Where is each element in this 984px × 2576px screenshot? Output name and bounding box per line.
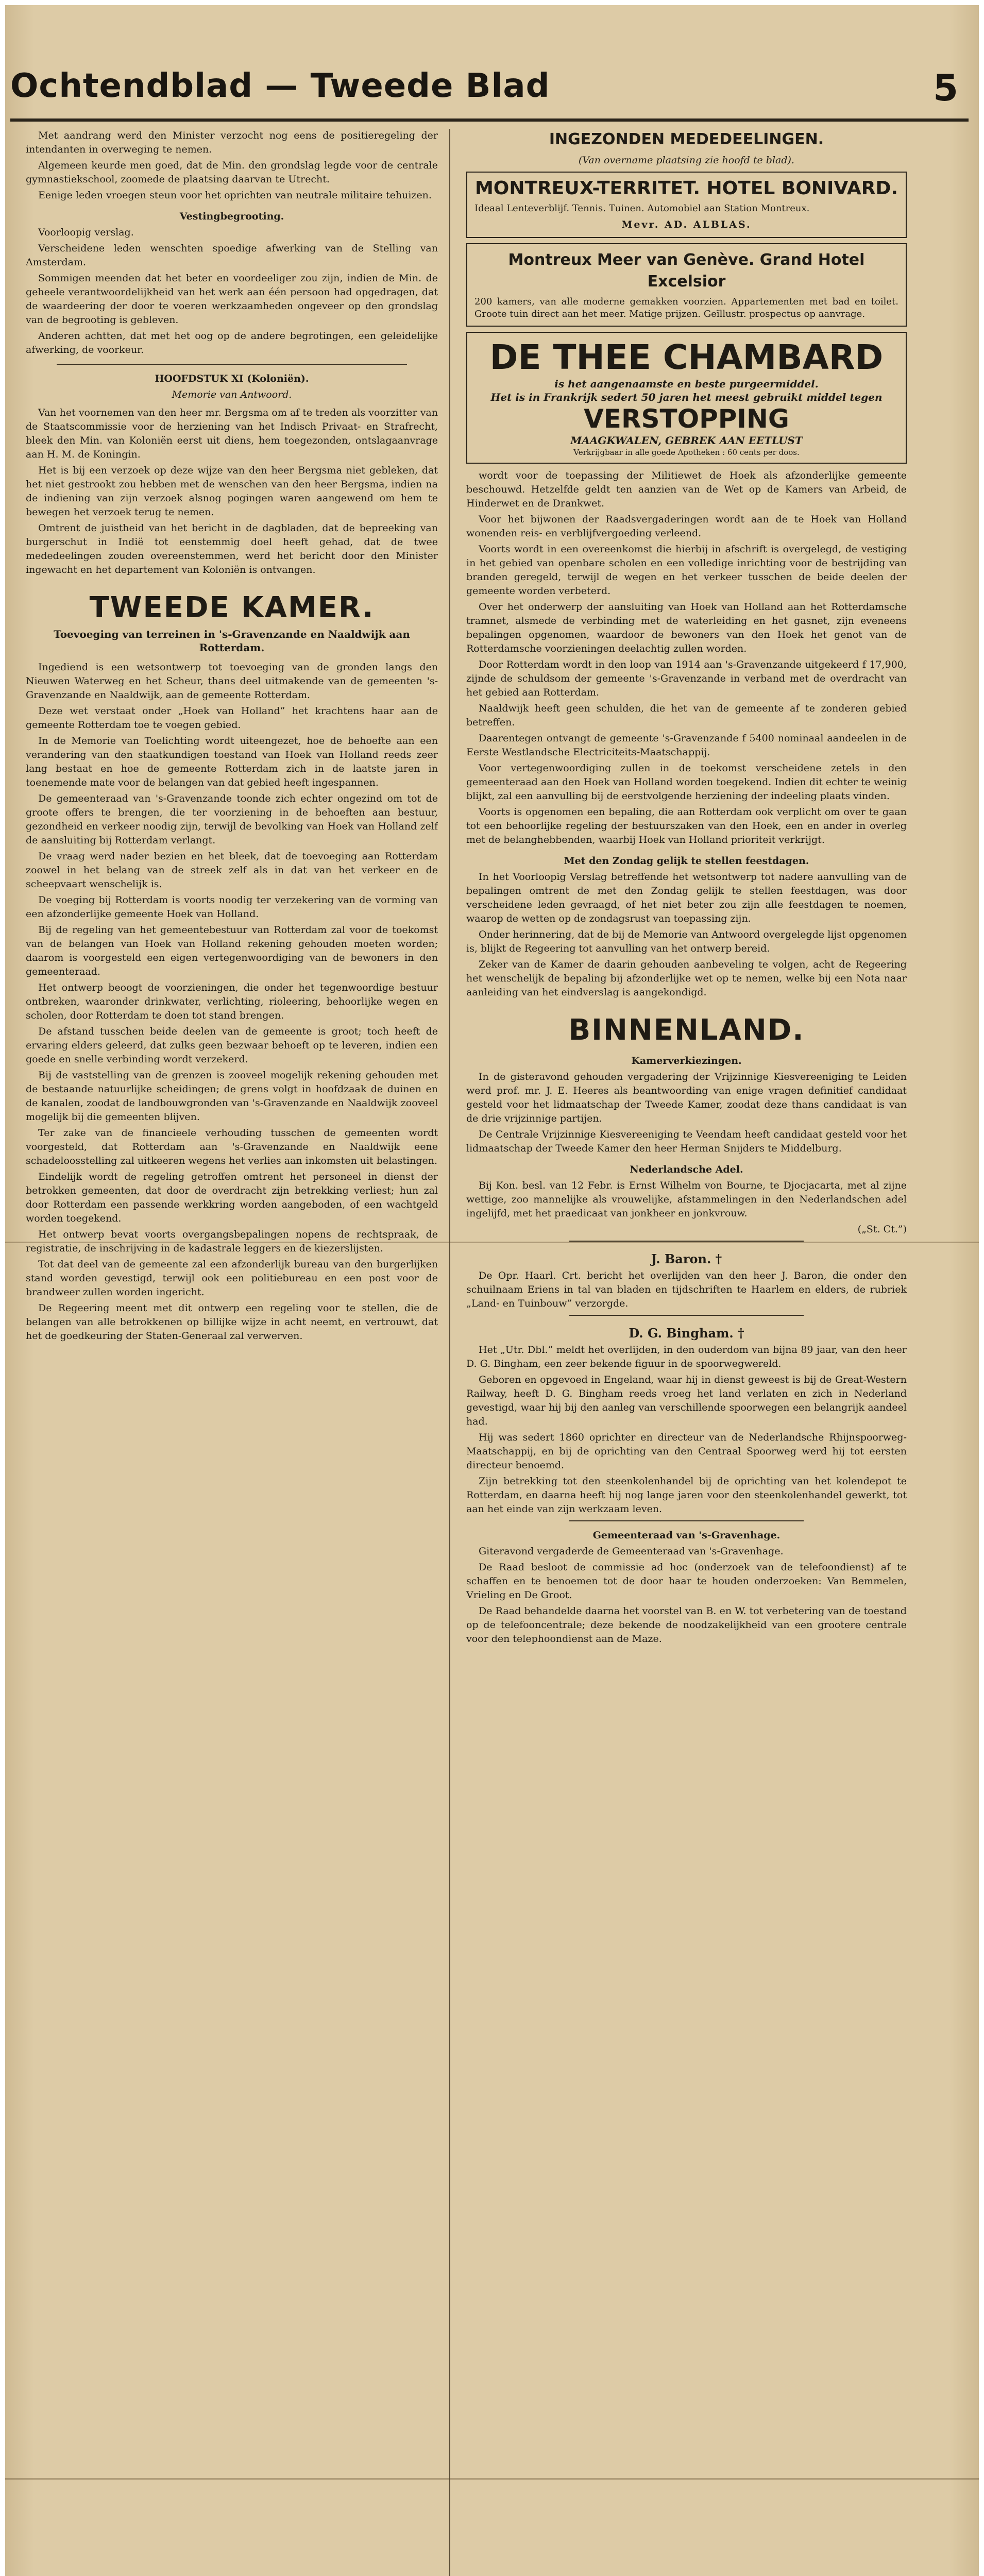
hoek-continuation-text <box>466 469 907 847</box>
tweede-kamer-title: TWEEDE KAMER. <box>89 591 375 624</box>
intro-paragraphs <box>26 129 438 202</box>
section-divider <box>57 364 407 365</box>
paragraph: Geboren en opgevoed in Engeland, waar hij in dienst geweest is bij de Great-Western Railway, heeft D. G. Bingham reeds vroeg het land verlaten en zich in Nederland gevestigd, waar hij bij den aanleg van verschillende spoorwegen een belangrijk aandeel had. <box>466 1374 907 1427</box>
hoofdstuk-subheading: Memorie van Antwoord. <box>172 389 292 400</box>
gemeenteraad-heading: Gemeenteraad van 's-Gravenhage. <box>592 1530 781 1541</box>
paragraph: Met aandrang werd den Minister verzocht nog eens de positieregeling der intendanten in overweging te nemen. <box>26 130 438 155</box>
paragraph: Bij de vaststelling van de grenzen is zooveel mogelijk rekening gehouden met de bestaande natuurlijke scheidingen; de grens volgt in hoofdzaak de duinen en de kanalen, zoodat de landbouwgronden van 's-Gravenzande en Naaldwijk zooveel mogelijk bij die gemeenten blijven. <box>26 1070 438 1123</box>
page-number: 5 <box>933 67 958 109</box>
masthead <box>10 67 969 122</box>
vestingbegroting-heading: Vestingbegrooting. <box>179 211 284 222</box>
paragraph: Voorts wordt in een overeenkomst die hierbij in afschrift is overgelegd, de vestiging in het gebied van openbare scholen en een volledige inrichting voor de bestrijding van branden geregeld, terwijl de wegen en het verkeer tusschen de beide deelen der gemeente worden verbeterd. <box>466 544 907 597</box>
paragraph: Zijn betrekking tot den steenkolenhandel bij de oprichting van het kolendepot te Rotterdam, en daarna heeft hij nog lange jaren voor den steenkolenhandel gewerkt, tot aan het einde van zijn werkzaam leven. <box>466 1476 907 1515</box>
kamerverkiezingen-text <box>466 1070 907 1156</box>
ad-excelsior-text: 200 kamers, van alle moderne gemakken voorzien. Appartementen met bad en toilet. Groote tuin direct aan het meer. Matige prijzen. Geïllustr. prospectus op aanvrage. <box>474 296 898 319</box>
paragraph: In het Voorloopig Verslag betreffende het wetsontwerp tot nadere aanvulling van de bepalingen omtrent de met den Zondag gelijk te stellen feestdagen, was door verscheidene leden gevraagd, of het niet beter zou zijn alle feestdagen te noemen, waarop de wetten op de zondagsrust van toepassing zijn. <box>466 871 907 924</box>
paragraph: Bij de regeling van het gemeentebestuur van Rotterdam zal voor de toekomst van de belangen van Hoek van Holland rekening gehouden moeten worden; daarom is voorgesteld een eigen vertegenwoordiging van de bewoners in den gemeenteraad. <box>26 924 438 977</box>
ad-bonivard-sign: Mevr. AD. ALBLAS. <box>621 219 752 230</box>
paragraph: De Raad besloot de commissie ad hoc (onderzoek van de telefoondienst) af te schaffen en te benoemen tot de door haar te houden onderzoeken: Van Bemmelen, Vrieling en De Groot. <box>466 1562 907 1601</box>
paragraph: De voeging bij Rotterdam is voorts noodig ter verzekering van de vorming van een afzonderlijke gemeente Hoek van Holland. <box>26 894 438 920</box>
paragraph: De Centrale Vrijzinnige Kiesvereeniging te Veendam heeft candidaat gesteld voor het lidmaatschap der Tweede Kamer den heer Herman Snijders te Middelburg. <box>466 1129 907 1154</box>
paragraph: wordt voor de toepassing der Militiewet de Hoek als afzonderlijke gemeente beschouwd. Hetzelfde geldt ten aanzien van de Wet op de Kamers van Arbeid, de Hinderwet en de Drankwet. <box>466 470 907 509</box>
paper-fold <box>5 2478 979 2480</box>
paragraph: De gemeenteraad van 's-Gravenzande toonde zich echter ongezind om tot de groote offers te brengen, die ter voorziening in de behoeften aan bestuur, gezondheid en verkeer noodig zijn, terwijl de bevolking van Hoek van Holland zelf de aansluiting bij Rotterdam verlangt. <box>26 793 438 846</box>
paragraph: Over het onderwerp der aansluiting van Hoek van Holland aan het Rotterdamsche tramnet, alsmede de verbinding met de waterleiding en het gasnet, zijn eveneens bepalingen opgenomen, waardoor de bewoners van den Hoek het genot van de Rotterdamsche voorzieningen deelachtig zullen worden. <box>466 601 907 654</box>
paragraph: Bij Kon. besl. van 12 Febr. is Ernst Wilhelm von Bourne, te Djocjacarta, met al zijne wettige, zoo mannelijke als vrouwelijke, afstammelingen in den Nederlandschen adel ingelijfd, met het praedicaat van jonkheer en jonkvrouw. <box>466 1180 907 1219</box>
ingezonden-subtitle: (Van overname plaatsing zie hoofd te blad). <box>579 155 794 166</box>
ad-bonivard-text: Ideaal Lenteverblijf. Tennis. Tuinen. Automobiel aan Station Montreux. <box>474 203 810 214</box>
vestingbegroting-text <box>26 226 438 357</box>
tweede-kamer-text <box>26 660 438 1343</box>
paragraph: Anderen achtten, dat met het oog op de andere begrotingen, een geleidelijke afwerking, de voorkeur. <box>26 330 438 355</box>
adel-source: („St. Ct.”) <box>857 1224 907 1235</box>
hoofdstuk-heading: HOOFDSTUK XI (Koloniën). <box>155 373 309 384</box>
paragraph: Eenige leden vroegen steun voor het oprichten van neutrale militaire tehuizen. <box>38 190 432 201</box>
zondag-text <box>466 870 907 999</box>
hoofdstuk-text <box>26 406 438 577</box>
paragraph: De afstand tusschen beide deelen van de gemeente is groot; toch heeft de ervaring elders geleerd, dat zulks geen bezwaar behoeft op te leveren, indien een goede en snelle verbinding wordt verzekerd. <box>26 1026 438 1065</box>
paragraph: De Opr. Haarl. Crt. bericht het overlijden van den heer J. Baron, die onder den schuilnaam Eriens in tal van bladen en tijdschriften te Haarlem en elders, de rubriek „Land- en Tuinbouw” verzorgde. <box>466 1270 907 1309</box>
paragraph: Deze wet verstaat onder „Hoek van Holland” het krachtens haar aan de gemeente Rotterdam toe te voegen gebied. <box>26 705 438 731</box>
section-rule <box>569 1520 804 1521</box>
ingezonden-title: INGEZONDEN MEDEDEELINGEN. <box>549 130 824 148</box>
chambard-small-print: Verkrijgbaar in alle goede Apotheken : 60 cents per doos. <box>573 448 800 457</box>
paragraph: Het „Utr. Dbl.” meldt het overlijden, in den ouderdom van bijna 89 jaar, van den heer D. G. Bingham, een zeer bekende figuur in de spoorwegwereld. <box>466 1344 907 1369</box>
paragraph: Het ontwerp bevat voorts overgangsbepalingen nopens de rechtspraak, de registratie, de inschrijving in de kadastrale leggers en de kiezerslijsten. <box>26 1229 438 1254</box>
paragraph: Voor vertegenwoordiging zullen in de toekomst verscheidene zetels in den gemeenteraad aan den Hoek van Holland worden toegekend. Indien dit echter te weinig blijkt, zal een aanvulling bij de eerstvolgende herziening der indeeling plaats vinden. <box>466 762 907 802</box>
paper-fold <box>5 1242 979 1243</box>
paragraph: Giteravond vergaderde de Gemeenteraad van 's-Gravenhage. <box>479 1546 784 1557</box>
paragraph: Door Rotterdam wordt in den loop van 1914 aan 's-Gravenzande uitgekeerd f 17,900, zijnde de schuldsom der gemeente 's-Gravenzande in verband met de overdracht van het gebied aan Rotterdam. <box>466 659 907 698</box>
tweede-kamer-subheading: Toevoeging van terreinen in 's-Gravenzande en Naaldwijk aan Rotterdam. <box>54 628 410 654</box>
paragraph: Het ontwerp beoogt de voorzieningen, die onder het tegenwoordige bestuur ontbreken, waaronder drinkwater, verlichting, rioleering, behoorlijke wegen en scholen, door Rotterdam te doen tot stand brengen. <box>26 982 438 1021</box>
paragraph: De Regeering meent met dit ontwerp een regeling voor te stellen, die de belangen van alle betrokkenen op billijke wijze in acht neemt, en vertrouwt, dat het de goedkeuring der Staten-Generaal zal verwerven. <box>26 1302 438 1342</box>
gemeenteraad-text <box>466 1545 907 1646</box>
paragraph: De Raad behandelde daarna het voorstel van B. en W. tot verbetering van de toestand op de telefooncentrale; deze bekende de noodzakelijkheid van een grootere centrale voor den telephoondienst aan de Maze. <box>466 1605 907 1645</box>
adel-heading: Nederlandsche Adel. <box>630 1164 743 1175</box>
paragraph: Verscheidene leden wenschten spoedige afwerking van de Stelling van Amsterdam. <box>26 243 438 268</box>
baron-text <box>466 1269 907 1311</box>
paragraph: Algemeen keurde men goed, dat de Min. den grondslag legde voor de centrale gymnastiekschool, zoomede de plaatsing daarvan te Utrecht. <box>26 160 438 185</box>
newspaper-page <box>5 5 979 2576</box>
obituary-rule <box>569 1315 804 1316</box>
paragraph: In de Memorie van Toelichting wordt uiteengezet, hoe de behoefte aan een verandering van den staatkundigen toestand van Hoek van Holland reeds zeer lang bestaat en hoe de gemeente Rotterdam zich in de laatste jaren in toenemende mate voor de belangen van dat gebied heeft ingespannen. <box>26 735 438 788</box>
column-divider <box>449 129 450 2576</box>
chambard-title: DE THEE CHAMBARD <box>489 337 884 377</box>
chambard-line-3: MAAGKWALEN, GEBREK AAN EETLUST <box>570 434 803 447</box>
left-column <box>26 129 438 2576</box>
ad-hotel-excelsior <box>466 243 907 327</box>
right-column <box>466 129 907 2576</box>
paragraph: Zeker van de Kamer de daarin gehouden aanbeveling te volgen, acht de Regeering het wenschelijk de bepaling bij afzonderlijke wet op te nemen, welke bij een Nota naar aanleiding van het eindverslag is aangekondigd. <box>466 959 907 998</box>
paragraph: Daarentegen ontvangt de gemeente 's-Gravenzande f 5400 nominaal aandeelen in de Eerste Westlandsche Electriciteits-Maatschappij. <box>466 733 907 758</box>
paragraph: Omtrent de juistheid van het bericht in de dagbladen, dat de bepreeking van burgerschut in Indië tot eenstemmig doel heeft gehad, dat de twee mededeelingen zouden overeenstemmen, werd het bericht door den Minister ingewacht en het departement van Koloniën is ontvangen. <box>26 522 438 575</box>
ad-hotel-bonivard <box>466 172 907 238</box>
paragraph: Voor het bijwonen der Raadsvergaderingen wordt aan de te Hoek van Holland wonenden reis- en verblijfvergoeding verleend. <box>466 514 907 539</box>
paragraph: Van het voornemen van den heer mr. Bergsma om af te treden als voorzitter van de Staatscommissie voor de herziening van het Indisch Privaat- en Strafrecht, bleek den Min. van Koloniën eerst uit diens, hem toegezonden, ontslagaanvrage aan H. M. de Koningin. <box>26 407 438 460</box>
paragraph: Naaldwijk heeft geen schulden, die het van de gemeente af te zonderen gebied betreffen. <box>466 703 907 728</box>
chambard-line-2: Het is in Frankrijk sedert 50 jaren het meest gebruikt middel tegen <box>490 391 883 403</box>
ad-thee-chambard <box>466 332 907 464</box>
ad-bonivard-title: MONTREUX-TERRITET. HOTEL BONIVARD. <box>474 178 898 199</box>
paragraph: Ter zake van de financieele verhouding tusschen de gemeenten wordt voorgesteld, dat Rotterdam aan 's-Gravenzande en Naaldwijk eene schadeloosstelling zal uitkeeren wegens het verlies aan inkomsten uit belastingen. <box>26 1127 438 1166</box>
paragraph: Eindelijk wordt de regeling getroffen omtrent het personeel in dienst der betrokken gemeenten, dat door de overdracht zijn betrekking verliest; hun zal door Rotterdam een passende werkkring worden aangeboden, of een wachtgeld worden toegekend. <box>26 1171 438 1224</box>
kamerverkiezingen-heading: Kamerverkiezingen. <box>631 1055 742 1066</box>
baron-heading: J. Baron. † <box>651 1251 722 1266</box>
paragraph: Hij was sedert 1860 oprichter en directeur van de Nederlandsche Rhijnspoorweg-Maatschappij, en bij de oprichting van den Centraal Spoorweg werd hij tot eersten directeur benoemd. <box>466 1432 907 1471</box>
paragraph: Het is bij een verzoek op deze wijze van den heer Bergsma niet gebleken, dat het niet gestrookt zou hebben met de wenschen van den heer Bergsma, indien na de indiening van zijn verzoek alsnog pogingen waren aangewend om hem te bewegen het verzoek terug te nemen. <box>26 465 438 518</box>
paragraph: In de gisteravond gehouden vergadering der Vrijzinnige Kiesvereeniging te Leiden werd prof. mr. J. E. Heeres als beantwoording van enige vragen definitief candidaat gesteld voor het lidmaatschap der Tweede Kamer, zoodat deze thans candidaat is van de drie vrijzinnige partijen. <box>466 1071 907 1124</box>
adel-text <box>466 1179 907 1221</box>
paragraph: Voorts is opgenomen een bepaling, die aan Rotterdam ook verplicht om over te gaan tot een behoorlijke regeling der bestuurszaken van den Hoek, een en ander in overleg met de belanghebbenden, waarbij Hoek van Holland prioriteit verkrijgt. <box>466 806 907 845</box>
bingham-heading: D. G. Bingham. † <box>629 1326 744 1341</box>
paragraph: Tot dat deel van de gemeente zal een afzonderlijk bureau van den burgerlijken stand worden gevestigd, terwijl ook een politiebureau en een post voor de brandweer zullen worden ingericht. <box>26 1259 438 1298</box>
chambard-verstopping: VERSTOPPING <box>584 404 789 434</box>
bingham-text <box>466 1343 907 1516</box>
masthead-title: Ochtendblad — Tweede Blad <box>10 67 550 105</box>
paragraph: De vraag werd nader bezien en het bleek, dat de toevoeging aan Rotterdam zoowel in het belang van de streek zelf als in dat van het verkeer en de scheepvaart wenschelijk is. <box>26 851 438 890</box>
paragraph: Onder herinnering, dat de bij de Memorie van Antwoord overgelegde lijst opgenomen is, blijkt de Regeering tot aanvulling van het ontwerp bereid. <box>466 929 907 954</box>
ad-excelsior-title: Montreux Meer van Genève. Grand Hotel Excelsior <box>508 251 865 291</box>
paragraph: Sommigen meenden dat het beter en voordeeliger zou zijn, indien de Min. de geheele verantwoordelijkheid van het werk aan één persoon had opgedragen, dat de waardeering der door te voeren werkzaamheden ongeveer op den grondslag van de begrooting is gebleven. <box>26 273 438 326</box>
paragraph: Ingediend is een wetsontwerp tot toevoeging van de gronden langs den Nieuwen Waterweg en het Scheur, thans deel uitmakende van de gemeenten 's-Gravenzande en Naaldwijk, aan de gemeente Rotterdam. <box>26 662 438 701</box>
binnenland-title: BINNENLAND. <box>568 1013 805 1047</box>
chambard-line-1: is het aangenaamste en beste purgeermiddel. <box>554 378 819 390</box>
zondag-heading: Met den Zondag gelijk te stellen feestdagen. <box>564 855 809 867</box>
paragraph: Voorloopig verslag. <box>38 227 134 238</box>
